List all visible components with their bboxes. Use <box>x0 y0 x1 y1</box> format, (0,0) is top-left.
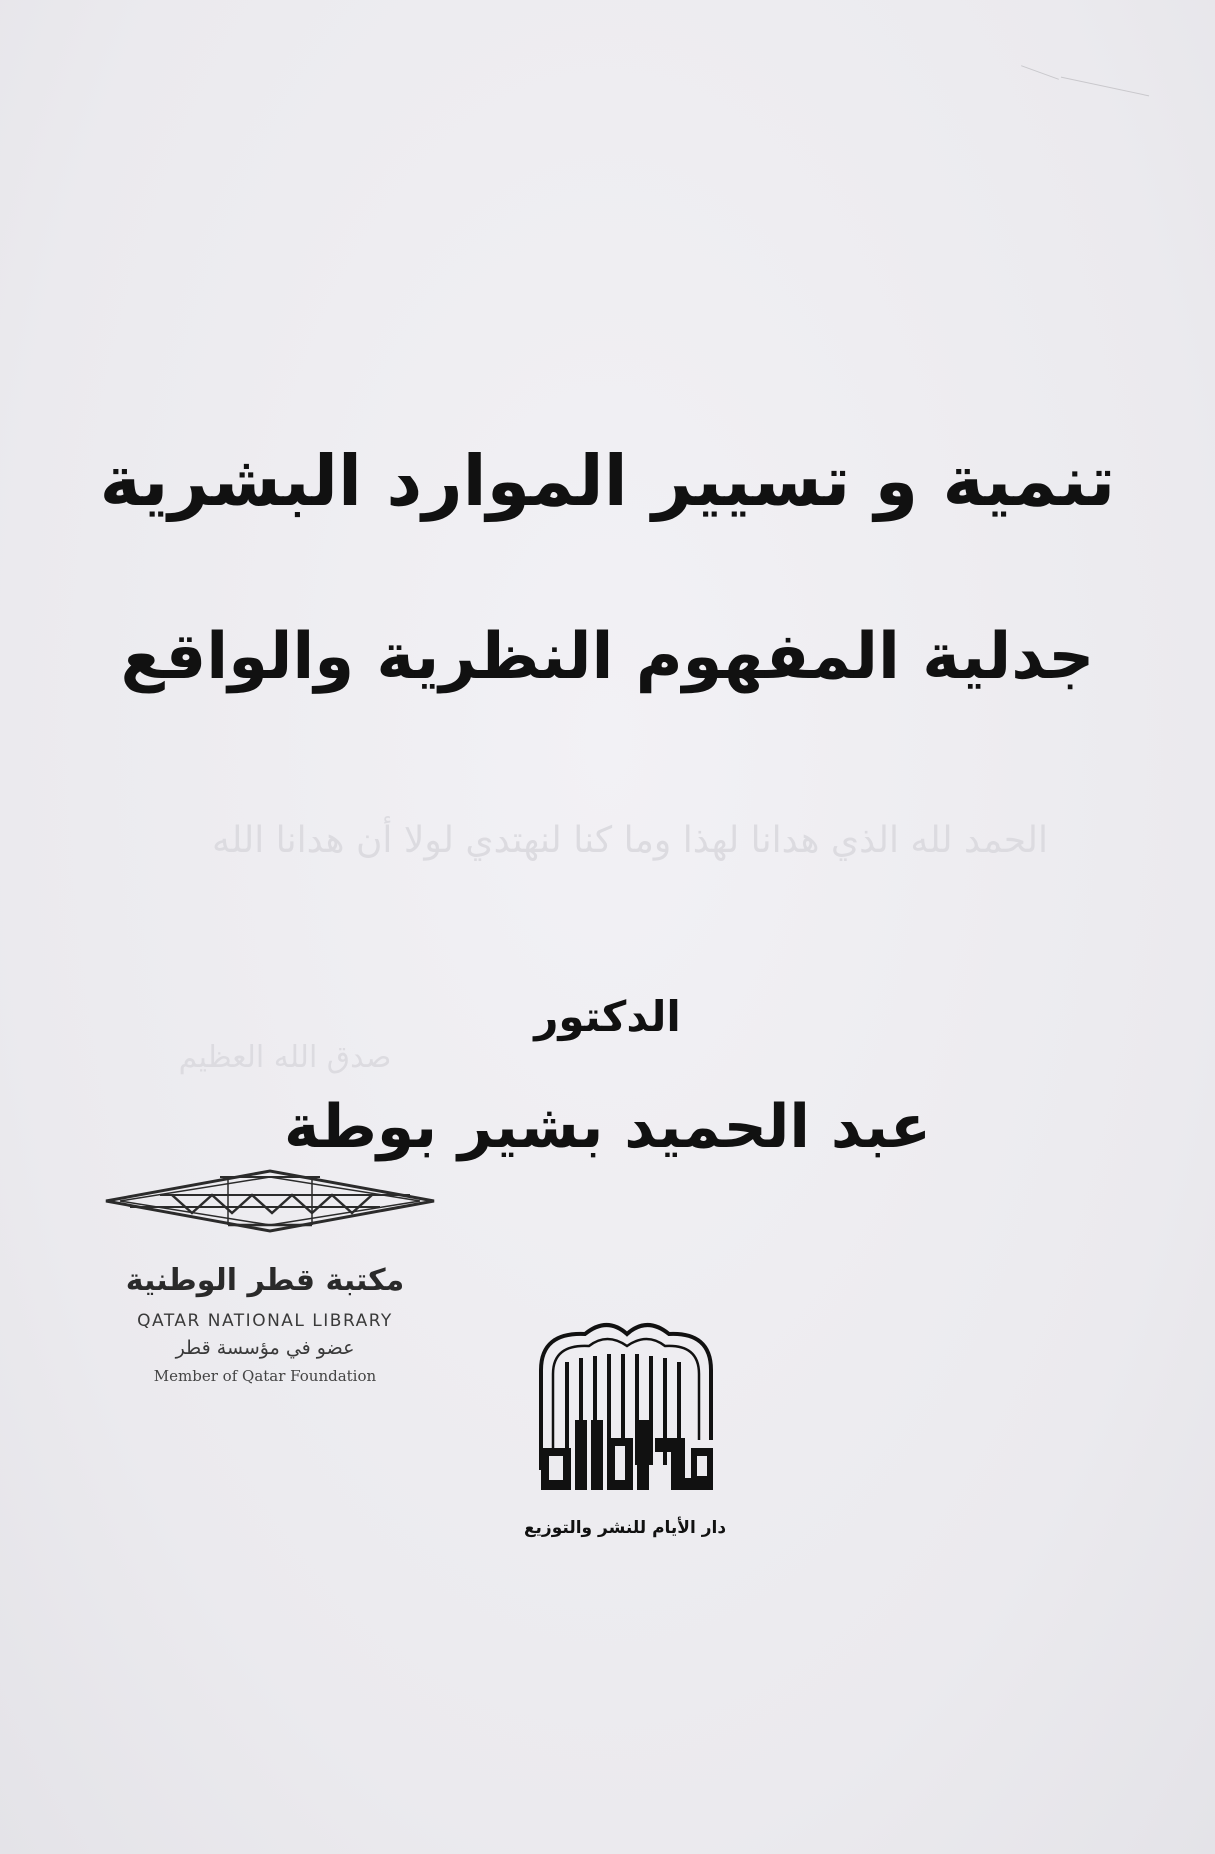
library-member-ar: عضو في مؤسسة قطر <box>175 1337 355 1359</box>
author-name: عبد الحميد بشير بوطة <box>284 1092 931 1162</box>
library-name-en: QATAR NATIONAL LIBRARY <box>137 1311 393 1331</box>
bleed-through-text: صدق الله العظيم <box>178 1040 392 1075</box>
publisher-emblem-icon <box>505 1320 745 1515</box>
library-member-en: Member of Qatar Foundation <box>153 1367 377 1385</box>
qnl-emblem-icon <box>100 1165 440 1265</box>
paper-scratch <box>1021 65 1059 80</box>
publisher-logo <box>505 1320 745 1550</box>
paper-scratch <box>1061 77 1149 97</box>
library-name-ar: مكتبة قطر الوطنية <box>125 1263 405 1298</box>
library-stamp <box>100 1165 440 1405</box>
author-prefix: الدكتور <box>534 992 681 1041</box>
book-title: تنمية و تسيير الموارد البشرية <box>99 440 1116 522</box>
bleed-through-text: الحمد لله الذي هدانا لهذا وما كنا لنهتدي لولا أن هدانا الله <box>212 820 1048 861</box>
publisher-name: دار الأيام للنشر والتوزيع <box>523 1518 727 1538</box>
book-subtitle: جدلية المفهوم النظرية والواقع <box>120 620 1095 694</box>
